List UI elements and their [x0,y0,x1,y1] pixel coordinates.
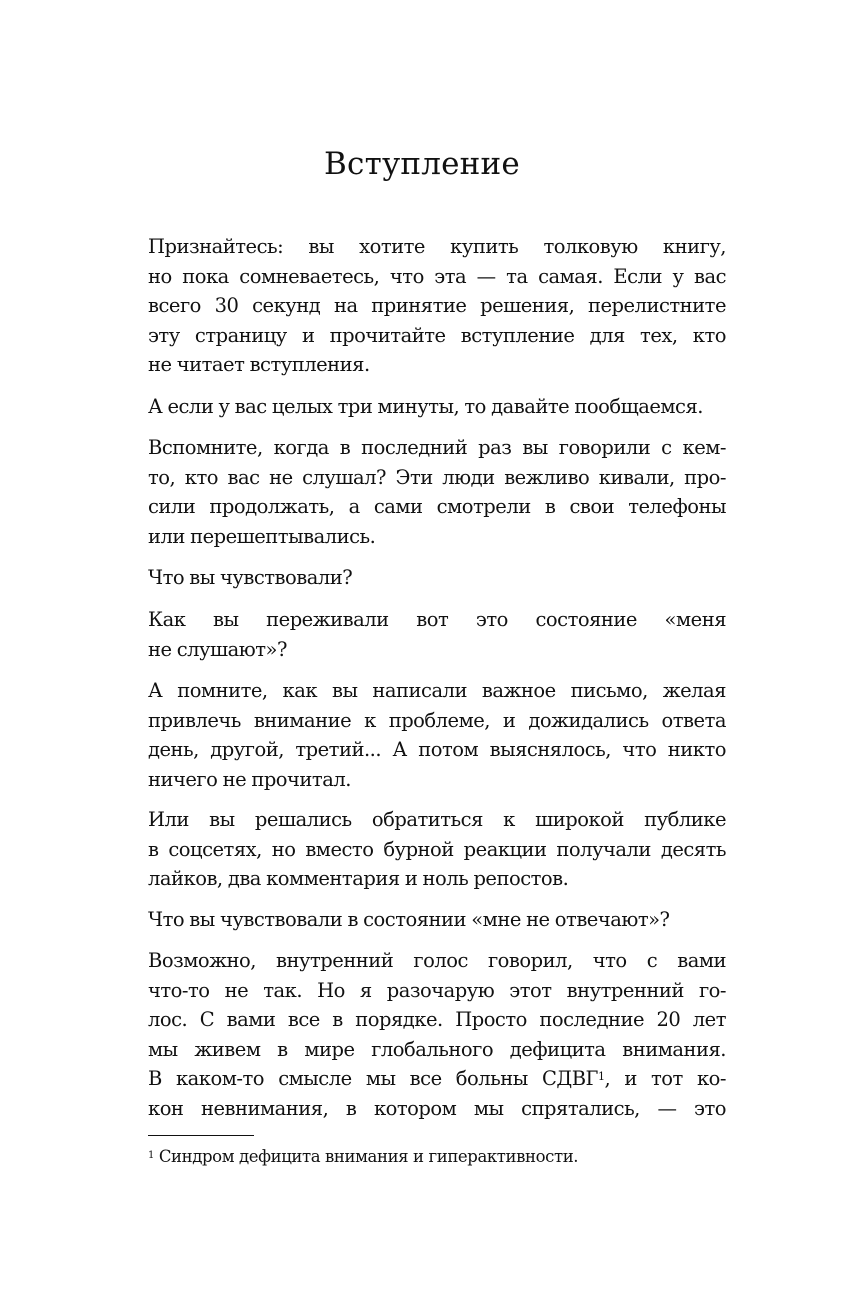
text-line: эту страницу и прочитайте вступление для тех, кто [148,323,726,347]
text-line: мы живем в мире глобального дефицита внимания. [148,1037,726,1061]
text-line: Что вы чувствовали в состоянии «мне не отвечают»? [148,908,670,931]
text-line: Что вы чувствовали? [148,566,353,589]
text-line: не слушают»? [148,637,287,661]
paragraph [148,563,726,593]
text-line: лайков, два комментария и ноль репостов. [148,867,569,890]
text-line: привлечь внимание к проблеме, и дожидались ответа [148,708,726,732]
text-line: Признайтесь: вы хотите купить толковую книгу, [148,235,726,258]
footnote-marker: 1 [148,1150,154,1161]
text-fragment: , и тот ко- [604,1067,726,1090]
text-line [148,1064,726,1094]
text-line: но пока сомневаетесь, что эта — та самая. Если у вас [148,264,726,288]
text-line: сили продолжать, а сами смотрели в свои телефоны [148,495,726,518]
text-line: в соцсетях, но вместо бурной реакции получали десять [148,837,726,861]
paragraph [148,232,726,380]
text-line: всего 30 секунд на принятие решения, перелистните [148,294,726,317]
paragraph [148,946,726,1123]
text-line: что-то не так. Но я разочарую этот внутренний го- [148,978,726,1002]
text-line: то, кто вас не слушал? Эти люди вежливо кивали, про- [148,465,726,489]
paragraph [148,605,726,664]
text-line: лос. С вами все в порядке. Просто последние 20 лет [148,1008,726,1031]
text-line: Или вы решались обратиться к широкой публике [148,808,726,831]
text-line: день, другой, третий... А потом выяснялось, что никто [148,738,726,761]
footnote-divider [148,1135,254,1136]
text-line: А если у вас целых три минуты, то давайте пообщаемся. [148,395,703,418]
text-line: кон невнимания, в котором мы спрятались, — это [148,1096,726,1120]
paragraph [148,433,726,551]
text-line: не читает вступления. [148,353,370,376]
text-line: или перешептывались. [148,524,376,548]
footnote [148,1145,578,1169]
footnote-reference[interactable]: 1 [597,1070,605,1083]
paragraph [148,905,726,935]
paragraph [148,676,726,794]
text-line: Возможно, внутренний голос говорил, что с вами [148,949,726,972]
text-fragment: В каком-то смысле мы все больны СДВГ [148,1067,598,1090]
text-line: Как вы переживали вот это состояние «меня [148,608,726,631]
text-line: ничего не прочитал. [148,767,351,791]
footnote-text: Синдром дефицита внимания и гиперактивности. [158,1147,579,1166]
text-line: Вспомните, когда в последний раз вы говорили с кем- [148,436,726,459]
paragraph [148,805,726,894]
paragraph [148,392,726,422]
text-line: А помните, как вы написали важное письмо, желая [148,679,726,702]
chapter-title: Вступление [324,146,520,182]
